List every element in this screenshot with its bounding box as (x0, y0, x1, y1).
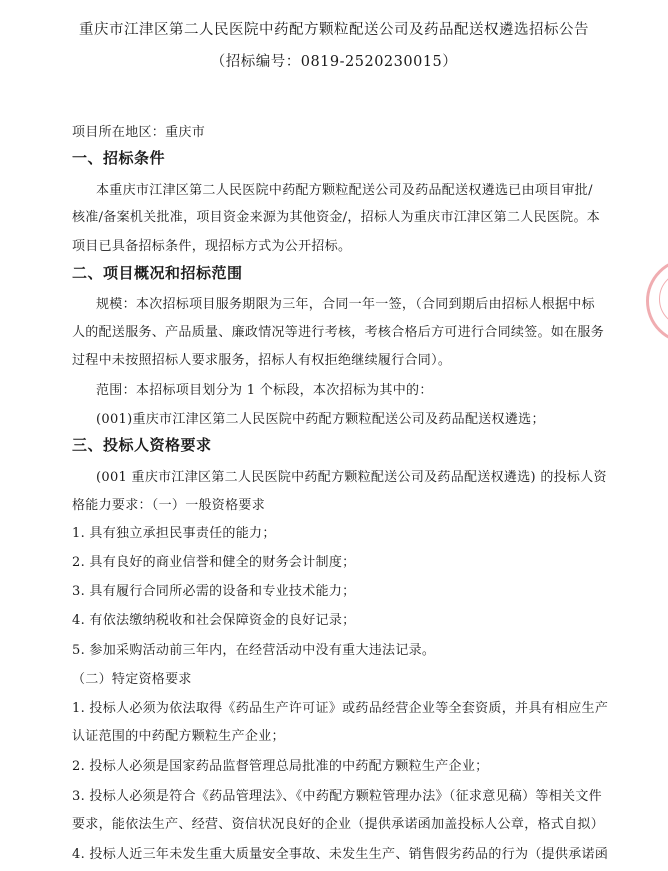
section-heading-2: 二、项目概况和招标范围 (72, 264, 243, 282)
tender-number: （招标编号：0819-2520230015） (210, 54, 458, 70)
paragraph-line: 核准/备案机关批准，项目资金来源为其他资金/，招标人为重庆市江津区第二人民医院。本 (72, 210, 601, 225)
paragraph-line: 本重庆市江津区第二人民医院中药配方颗粒配送公司及药品配送权遴选已由项目审批/ (96, 183, 593, 198)
paragraph-line: 要求，能依法生产、经营、资信状况良好的企业（提供承诺函加盖投标人公章，格式自拟） (72, 817, 605, 832)
list-item: 1. 投标人必须为依法取得《药品生产许可证》或药品经营企业等全套资质，并具有相应生产 (72, 701, 609, 716)
document-title: 重庆市江津区第二人民医院中药配方颗粒配送公司及药品配送权遴选招标公告 (79, 22, 589, 38)
paragraph-line: (001)重庆市江津区第二人民医院中药配方颗粒配送公司及药品配送权遴选； (96, 412, 545, 427)
list-item: 5. 参加采购活动前三年内，在经营活动中没有重大违法记录。 (72, 643, 436, 658)
paragraph-line: 认证范围的中药配方颗粒生产企业； (72, 729, 285, 744)
paragraph-line: (001 重庆市江津区第二人民医院中药配方颗粒配送公司及药品配送权遴选) 的投标人资 (96, 470, 607, 485)
list-item: 3. 投标人必须是符合《药品管理法》、《中药配方颗粒管理办法》（征求意见稿）等相关文件 (72, 789, 602, 804)
list-item: 1. 具有独立承担民事责任的能力； (72, 526, 276, 541)
paragraph-line: 人的配送服务、产品质量、廉政情况等进行考核，考核合格后方可进行合同续签。如在服务 (72, 325, 605, 340)
list-item: 2. 投标人必须是国家药品监督管理总局批准的中药配方颗粒生产企业； (72, 759, 489, 774)
list-item: 3. 具有履行合同所必需的设备和专业技术能力； (72, 584, 356, 599)
subsection-heading: （二）特定资格要求 (72, 672, 192, 687)
paragraph-line: 规模：本次招标项目服务期限为三年，合同一年一签，（合同到期后由招标人根据中标 (96, 297, 595, 312)
section-heading-1: 一、招标条件 (72, 149, 166, 167)
paragraph-line: 格能力要求：（一）一般资格要求 (72, 498, 266, 513)
paragraph-line: 过程中未按照招标人要求服务，招标人有权拒绝继续履行合同）。 (72, 353, 452, 368)
list-item: 4. 投标人近三年未发生重大质量安全事故、未发生生产、销售假劣药品的行为（提供承诺函 (72, 847, 609, 862)
list-item: 2. 具有良好的商业信誉和健全的财务会计制度； (72, 555, 356, 570)
paragraph-line: 范围：本招标项目划分为 1 个标段，本次招标为其中的： (96, 383, 433, 398)
official-seal-stamp (646, 258, 668, 344)
section-heading-3: 三、投标人资格要求 (72, 436, 212, 454)
list-item: 4. 有依法缴纳税收和社会保障资金的良好记录； (72, 613, 356, 628)
paragraph-line: 项目已具备招标条件，现招标方式为公开招标。 (72, 239, 352, 254)
project-region: 项目所在地区：重庆市 (72, 125, 206, 140)
